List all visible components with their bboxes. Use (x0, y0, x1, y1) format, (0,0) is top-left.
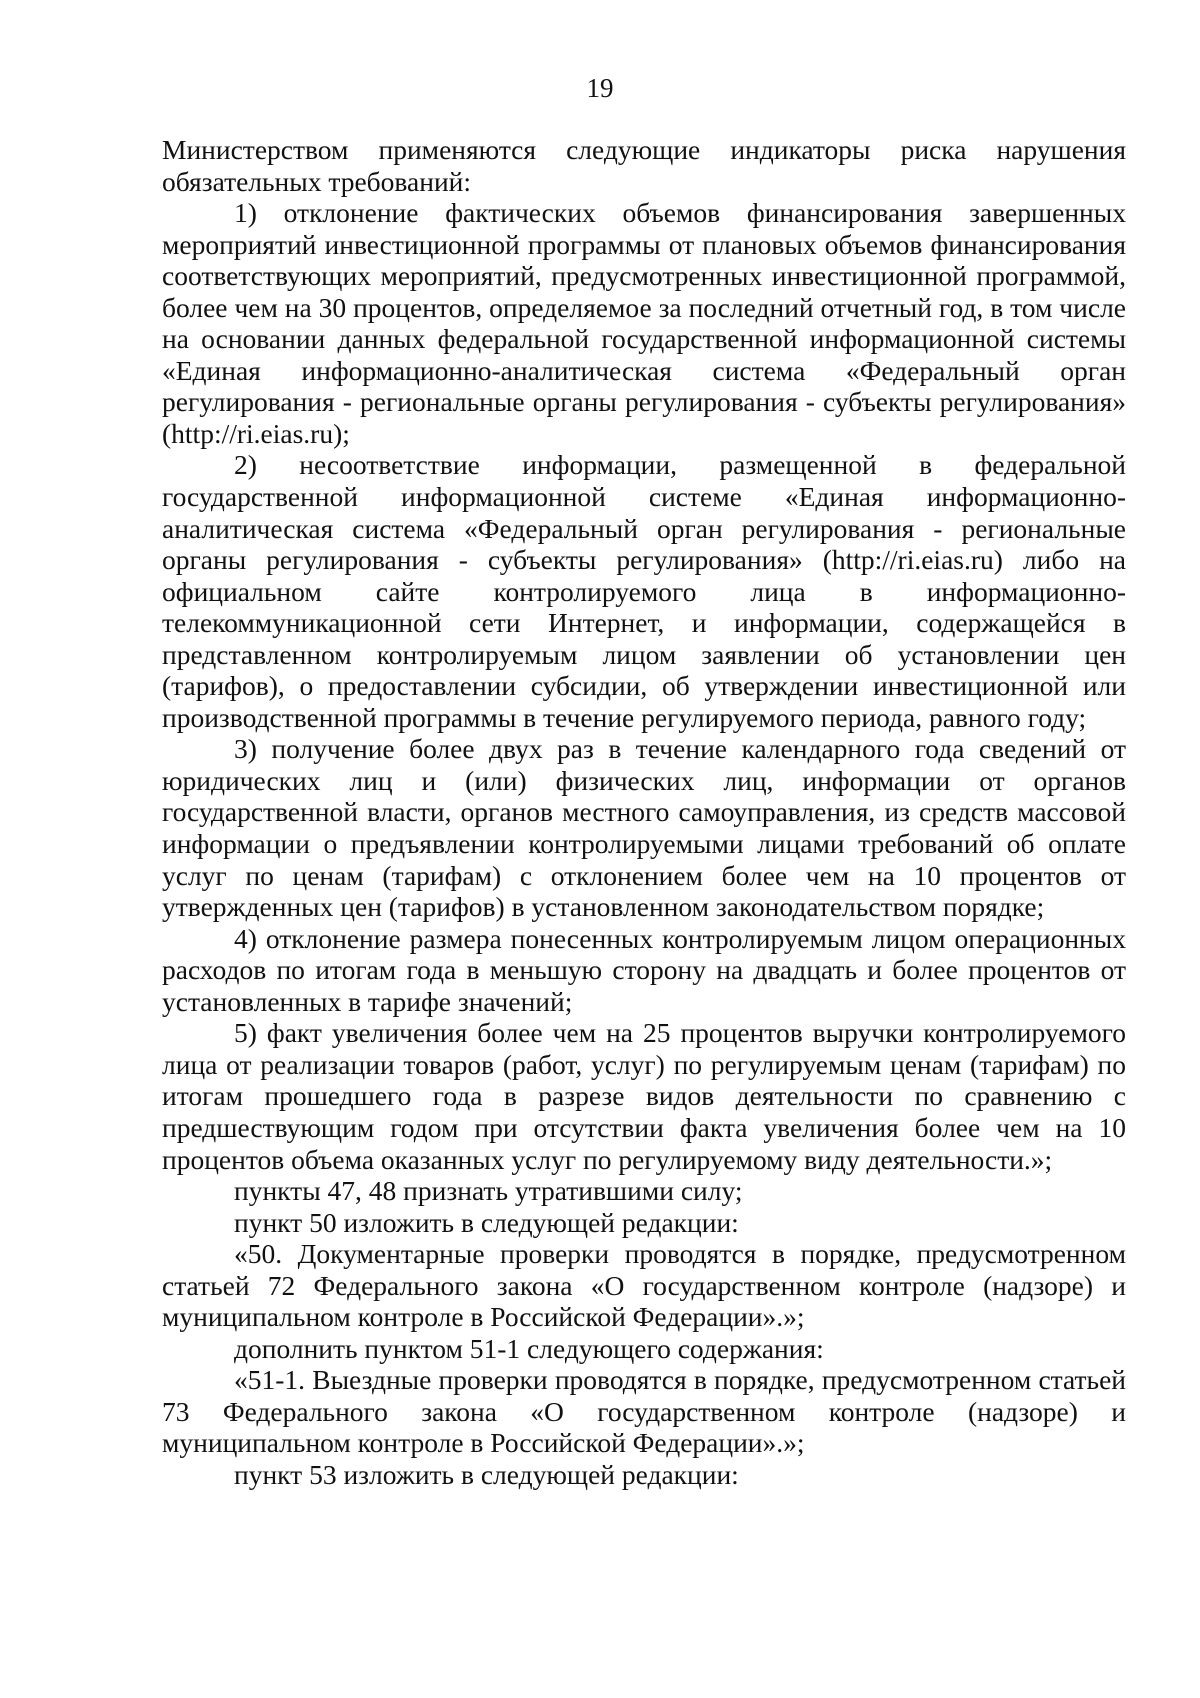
paragraph-item-51-1: «51-1. Выездные проверки проводятся в порядке, предусмотренном статьей 73 Федерального закона «О государственном контроле (надзоре) и муниципальном контроле в Российской Федерации».»; (162, 1364, 1126, 1459)
paragraph-item-50: «50. Документарные проверки проводятся в порядке, предусмотренном статьей 72 Федерального закона «О государственном контроле (надзоре) и муниципальном контроле в Российской Федерации».»; (162, 1238, 1126, 1333)
paragraph-indicator-3: 3) получение более двух раз в течение календарного года сведений от юридических лиц и (или) физических лиц, информации от органов государственной власти, органов местного самоуправления, из средств массовой информации о предъявлении контролируемыми лицами требований об оплате услуг по ценам (тарифам) с отклонением более чем на 10 процентов от утвержденных цен (тарифов) в установленном законодательством порядке; (162, 733, 1126, 923)
paragraph-indicator-5: 5) факт увеличения более чем на 25 процентов выручки контролируемого лица от реализации товаров (работ, услуг) по регулируемым ценам (тарифам) по итогам прошедшего года в разрезе видов деятельности по сравнению с предшествующим годом при отсутствии факта увеличения более чем на 10 процентов объема оказанных услуг по регулируемому виду деятельности.»; (162, 1017, 1126, 1175)
paragraph-amendment-51-1-intro: дополнить пунктом 51-1 следующего содержания: (234, 1332, 824, 1364)
paragraph-indicator-4: 4) отклонение размера понесенных контролируемым лицом операционных расходов по итогам года в меньшую сторону на двадцать и более процентов от установленных в тарифе значений; (162, 922, 1126, 1017)
paragraph-amendment-50-intro: пункт 50 изложить в следующей редакции: (234, 1206, 739, 1238)
paragraph-indicator-2: 2) несоответствие информации, размещенной в федеральной государственной информационной системе «Единая информационно-аналитическая система «Федеральный орган регулирования - региональные органы регулирования - субъекты регулирования» (http://ri.eias.ru) либо на официальном сайте контролируемого лица в информационно-телекоммуникационной сети Интернет, и информации, содержащейся в представленном контролируемым лицом заявлении об установлении цен (тарифов), о предоставлении субсидии, об утверждении инвестиционной или производственной программы в течение регулируемого периода, равного году; (162, 449, 1126, 733)
paragraph-intro: Министерством применяются следующие индикаторы риска нарушения обязательных требований: (162, 134, 1126, 197)
page-number: 19 (586, 73, 614, 103)
document-body (162, 134, 1126, 1491)
paragraph-amendment-47-48: пункты 47, 48 признать утратившими силу; (234, 1175, 743, 1207)
paragraph-amendment-53-intro: пункт 53 изложить в следующей редакции: (234, 1458, 739, 1490)
paragraph-indicator-1: 1) отклонение фактических объемов финансирования завершенных мероприятий инвестиционной программы от плановых объемов финансирования соответствующих мероприятий, предусмотренных инвестиционной программой, более чем на 30 процентов, определяемое за последний отчетный год, в том числе на основании данных федеральной государственной информационной системы «Единая информационно-аналитическая система «Федеральный орган регулирования - региональные органы регулирования - субъекты регулирования» (http://ri.eias.ru); (162, 197, 1126, 449)
